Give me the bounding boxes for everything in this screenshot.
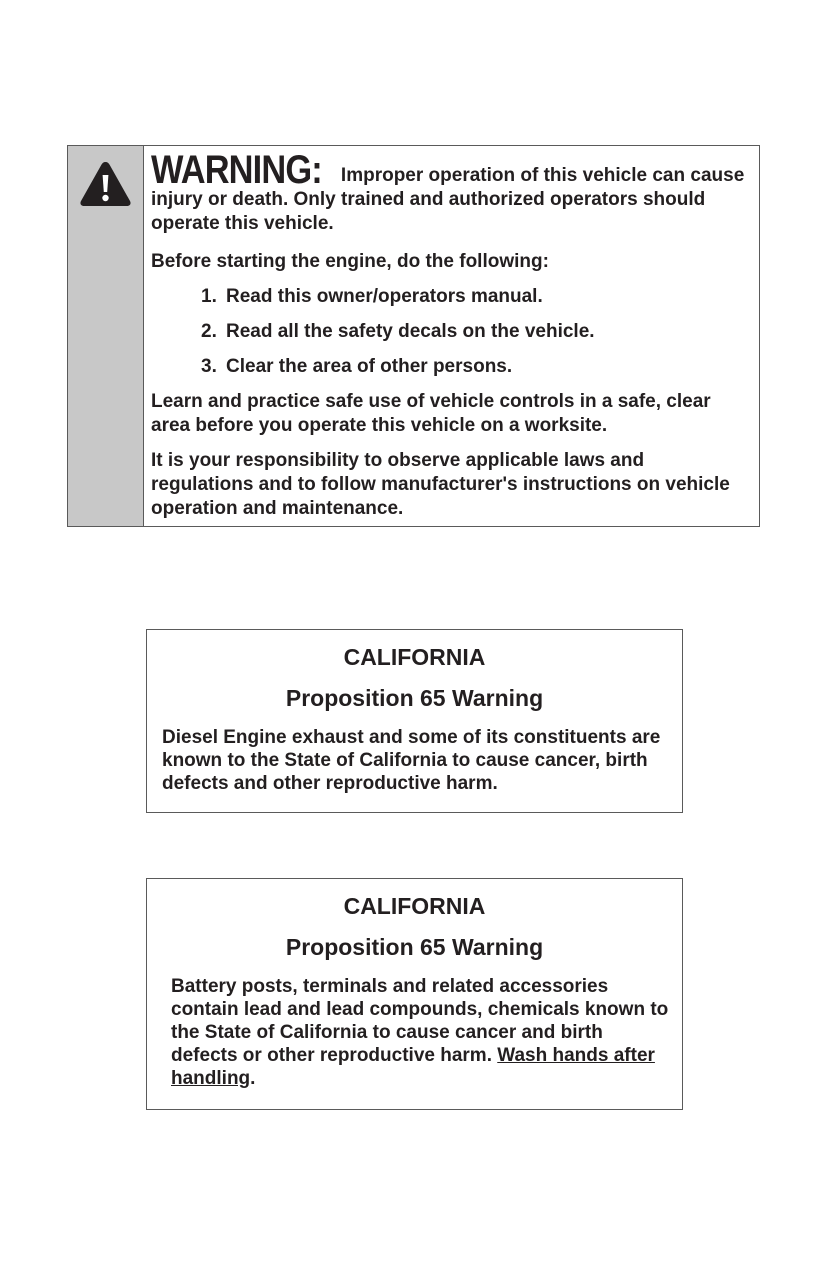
warning-intro-text: Improper operation of this vehicle can cause injury or death. Only trained and authorized operators should operate this vehicle.: [151, 165, 745, 234]
before-start-text: Before starting the engine, do the following:: [151, 251, 549, 272]
warning-steps-list: [151, 285, 751, 379]
prop65-diesel-subtitle: Proposition 65 Warning: [285, 685, 544, 711]
list-item: [201, 285, 751, 309]
prop65-battery-box: [146, 878, 683, 1110]
prop65-battery-subtitle: Proposition 65 Warning: [285, 934, 544, 960]
step-text: Read this owner/operators manual.: [226, 286, 543, 307]
step-number: 1.: [201, 286, 217, 307]
prop65-battery-title: CALIFORNIA: [343, 893, 486, 919]
prop65-battery-text: Battery posts, terminals and related accessories contain lead and lead compounds, chemicals known to the State of California to cause cancer and birth defects or other reproductive harm.: [171, 976, 669, 1066]
responsibility-text: It is your responsibility to observe applicable laws and regulations and to follow manufacturer's instructions on vehicle operation and maintenance.: [151, 450, 730, 519]
warning-side-panel: [68, 146, 144, 526]
practice-text: Learn and practice safe use of vehicle controls in a safe, clear area before you operate this vehicle on a worksite.: [151, 391, 711, 436]
step-number: 2.: [201, 321, 217, 342]
step-number: 3.: [201, 356, 217, 377]
warning-triangle-icon: [79, 160, 132, 208]
warning-header: [151, 148, 751, 236]
list-item: [201, 320, 751, 344]
step-text: Clear the area of other persons.: [226, 356, 513, 377]
prop65-diesel-box: [146, 629, 683, 813]
wash-hands-note: Wash hands after handling: [171, 1045, 655, 1089]
warning-body: [144, 146, 759, 526]
prop65-diesel-text: Diesel Engine exhaust and some of its constituents are known to the State of California to cause cancer, birth defects and other reproductive harm.: [162, 727, 661, 794]
prop65-diesel-title: CALIFORNIA: [343, 644, 486, 670]
wash-hands-suffix: .: [250, 1068, 256, 1089]
prop65-battery-text-block: [147, 975, 682, 1090]
list-item: [201, 355, 751, 379]
warning-heading: WARNING:: [151, 148, 322, 192]
warning-box: [67, 145, 760, 527]
step-text: Read all the safety decals on the vehicle.: [226, 321, 595, 342]
